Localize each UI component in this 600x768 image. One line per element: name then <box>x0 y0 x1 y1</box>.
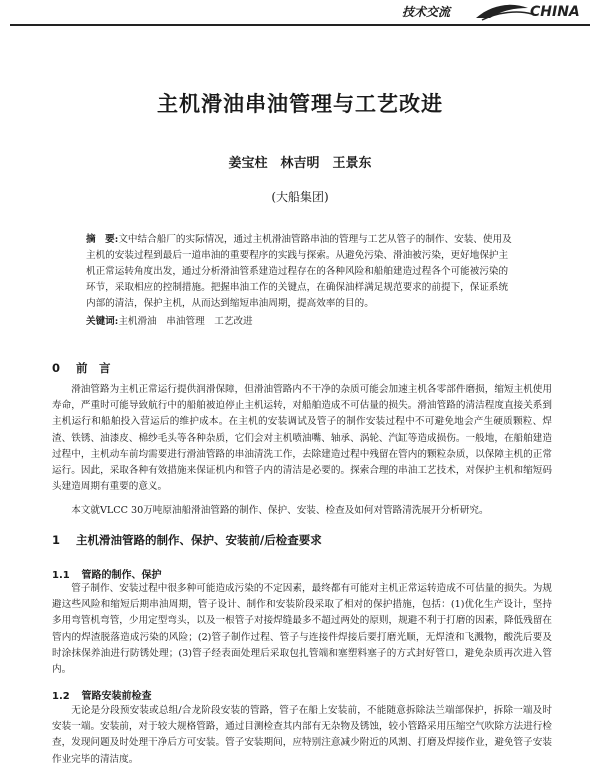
section-0-number: 0 <box>52 361 61 375</box>
logo-text: CHINA <box>530 4 580 20</box>
keywords-label: 关键词: <box>86 316 119 327</box>
section-1-1-heading <box>52 566 161 581</box>
section-1-title: 主机滑油管路的制作、保护、安装前/后检查要求 <box>76 533 322 547</box>
section-1-1-paragraph: 管子制作、安装过程中很多种可能造成污染的不定因素，最终都有可能对主机正常运转造成不可估量的损失。为规避这些风险和缩短后期串油周期，管子设计、制作和安装阶段采取了相对的保护措施，包括：(1)优化生产设计，坚持多用弯管机弯管，少用定型弯头，以及一根管子对接焊缝最多不超过两处的原则，规避不利于打磨的因素，降低残留在管内的焊渣脱落造成污染的风险；(2)管子制作过程、管子与连接件焊接后要打磨光顺，无焊渣和飞溅物，酸洗后要及时涂抹保养油进行防锈处理；(3)管子经表面处理后采取包扎管端和塞塑料塞子的方式封好管口，避免杂质再次进入管内。 <box>52 583 552 676</box>
keywords-text: 主机滑油 串油管理 工艺改进 <box>118 316 253 327</box>
section-0-title: 前 言 <box>76 361 111 375</box>
intro-paragraph-2: 本文就VLCC 30万吨原油船滑油管路的制作、保护、安装、检查及如何对管路清洗展开分析研究。 <box>71 505 489 516</box>
section-1-2-number: 1.2 <box>52 691 70 702</box>
intro-paragraph-1: 滑油管路为主机正常运行提供润滑保障，但滑油管路内不干净的杂质可能会加速主机各零部件磨损，缩短主机使用寿命，严重时可能导致航行中的船舶被迫停止主机运转，对船舶造成不可估量的损失。滑油管路的清洁程度直接关系到主机运行和船舶投入营运后的维护成本。在主机的安装调试及管子的制作安装过程中不可避免地会产生硬质颗粒、焊渣、铁锈、油漆皮、棉纱毛头等各种杂质，它们会对主机喷油嘴、轴承、涡轮、汽缸等造成损伤。一般地，在船舶建造过程中，主机动车前均需要进行滑油管路的串油清洗工作，去除建造过程中残留在管内的颗粒杂质，以保障主机的正常运行。因此，采取各种有效措施来保证机内和管子内的清洁是必要的。探索合理的串油工艺技术，对保护主机和缩短码头建造周期有重要的意义。 <box>52 384 552 493</box>
keywords <box>86 313 516 327</box>
abstract-text: 文中结合船厂的实际情况，通过主机滑油管路串油的管理与工艺从管子的制作、安装、使用及主机的安装过程到最后一道串油的重要程序的实践与探索。从避免污染、滑油被污染，更好地保护主机正常运转角度出发，通过分析滑油管系建造过程存在的各种风险和船舶建造过程各个可能被污染的环节，采取相应的控制措施。把握串油工作的关键点，在确保油样满足规范要求的前提下，保证系统内部的清洁，保护主机，从而达到缩短串油周期，提高效率的目的。 <box>86 234 512 309</box>
article-affiliation: (大船集团) <box>271 190 329 204</box>
abstract-label: 摘 要: <box>86 234 119 245</box>
article-title: 主机滑油串油管理与工艺改进 <box>157 91 443 116</box>
abstract <box>86 232 516 312</box>
page-header <box>0 0 600 30</box>
section-1-2-title: 管路安装前检查 <box>81 691 152 702</box>
section-1-1-number: 1.1 <box>52 570 70 581</box>
section-1-1-title: 管路的制作、保护 <box>81 570 162 581</box>
section-0-heading <box>52 360 111 376</box>
section-1-heading <box>52 532 322 548</box>
section-1-2-paragraph: 无论是分段预安装或总组/合龙阶段安装的管路，管子在船上安装前，不能随意拆除法兰端部保护，拆除一端及时安装一端。安装前，对于较大规格管路，通过目测检查其内部有无杂物及锈蚀，较小管路采用压缩空气吹除方法进行检查，发现问题及时处理干净后方可安装。管子安装期间，应特别注意减少附近的风割、打磨及焊接作业，避免管子安装作业完毕的清洁度。 <box>52 705 552 765</box>
china-logo-icon <box>472 0 582 24</box>
section-1-2-heading <box>52 687 151 702</box>
article-authors: 姜宝柱 林吉明 王景东 <box>228 156 372 171</box>
header-rule <box>10 24 590 26</box>
journal-section-label: 技术交流 <box>402 5 451 19</box>
section-1-number: 1 <box>52 533 61 547</box>
